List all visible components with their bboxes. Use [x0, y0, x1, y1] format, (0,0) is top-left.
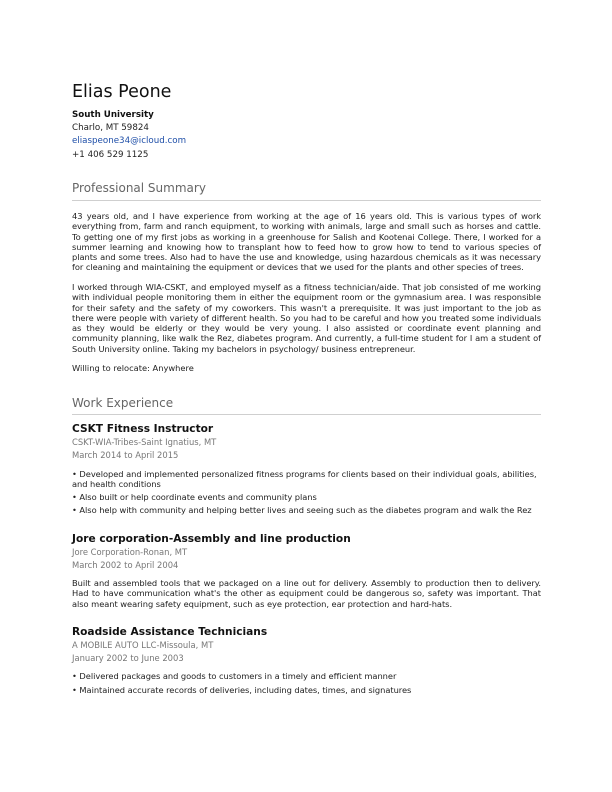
relocation-note: Willing to relocate: Anywhere — [72, 363, 194, 373]
job-bullet: • Maintained accurate records of deliveries, including dates, times, and signatures — [72, 685, 412, 695]
experience-heading: Work Experience — [72, 396, 174, 410]
job-description: Built and assembled tools that we packaged on a line out for delivery. Assembly to production then to delivery. Had to have communication what's the other as equipment could be dangerous so, safety was important. That also meant wearing safety equipment, such as eye protection, ear protection and hard-hats. — [72, 578, 541, 609]
summary-heading: Professional Summary — [72, 181, 206, 195]
job-bullet: • Delivered packages and goods to customers in a timely and efficient manner — [72, 671, 397, 681]
summary-paragraph-2: I worked through WIA-CSKT, and employed myself as a fitness technician/aide. That job consisted of me working with individual people monitoring them in either the equipment room or the gymnasium area. I was responsible for their safety and the safety of my coworkers. This wasn't a prerequisite. It was just important to the job as there were people with variety of different health. So you had to be careful and how you treated some individuals as they would be elderly or they would be very young. I also assisted or coordinate event planning and community planning, like walk the Rez, diabetes program. And currently, a full-time student for I am a student of South University online. Taking my bachelors in psychology/ business entrepreneur. — [72, 282, 541, 354]
job-bullet: • Developed and implemented personalized fitness programs for clients based on their individual goals, abilities, and health conditions — [72, 469, 537, 490]
job-company: Jore Corporation-Ronan, MT — [72, 547, 188, 557]
job-dates: January 2002 to June 2003 — [72, 653, 184, 663]
phone-number: +1 406 529 1125 — [72, 149, 149, 160]
job-dates: March 2002 to April 2004 — [72, 560, 179, 570]
job-title: Roadside Assistance Technicians — [72, 626, 268, 638]
location: Charlo, MT 59824 — [72, 123, 149, 134]
job-company: CSKT-WIA-Tribes-Saint Ignatius, MT — [72, 437, 217, 447]
contact-block — [72, 109, 186, 162]
job-title: Jore corporation-Assembly and line production — [72, 533, 351, 545]
job-company: A MOBILE AUTO LLC-Missoula, MT — [72, 640, 214, 650]
experience-divider — [72, 414, 541, 415]
candidate-name: Elias Peone — [72, 82, 172, 102]
summary-paragraph-1: 43 years old, and I have experience from working at the age of 16 years old. This is various types of work everything from, farm and ranch equipment, to working with animals, large and small such as horses and cattle. To getting one of my first jobs as working in a greenhouse for Salish and Kootenai College. There, I worked for a summer learning and knowing how to transplant how to feed how to grow how to tend to various species of plants and some trees. Also had to have the use and knowledge, using hazardous chemicals as it was necessary for cleaning and maintaining the equipment or devices that we used for the plants and other species of trees. — [72, 211, 541, 273]
summary-divider — [72, 200, 541, 201]
job-title: CSKT Fitness Instructor — [72, 423, 214, 435]
job-bullet: • Also help with community and helping better lives and seeing such as the diabetes program and walk the Rez — [72, 505, 532, 515]
job-dates: March 2014 to April 2015 — [72, 450, 179, 460]
job-bullet: • Also built or help coordinate events and community plans — [72, 492, 317, 502]
email-link[interactable]: eliaspeone34@icloud.com — [72, 136, 187, 147]
school-name: South University — [72, 110, 154, 120]
